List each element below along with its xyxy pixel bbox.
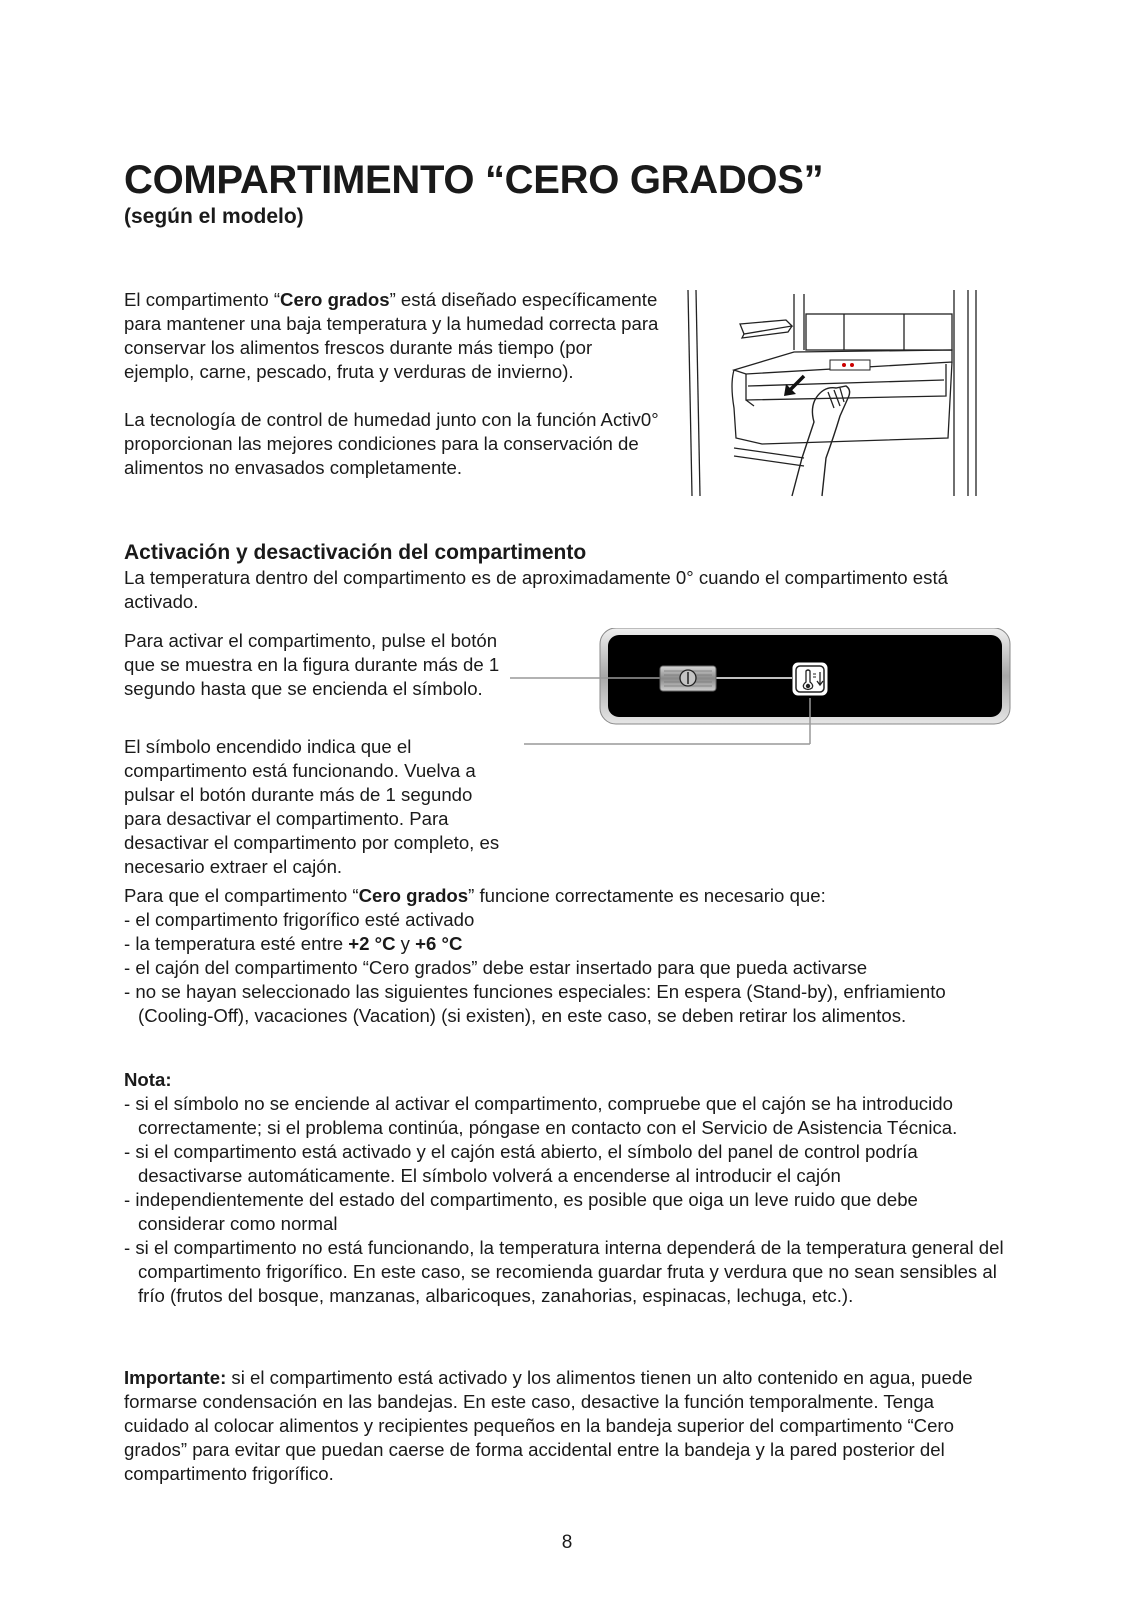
fridge-drawer-illustration (684, 288, 984, 498)
important-paragraph: Importante: si el compartimento está activado y los alimentos tienen un alto contenido en agua, puede formarse condensación en las bandejas. En este caso, desactive la función temporalmente. Tenga cuidado al colocar alimentos y recipientes pequeños en la bandeja superior del compartimento “Cero grados” para evitar que puedan caerse de forma accidental entre la bandeja y la pared posterior del compartimento frigorífico. (124, 1367, 973, 1484)
activation-temp-text: La temperatura dentro del compartimento es de aproximadamente 0° cuando el compartimento está activado. (124, 567, 948, 612)
note-list (124, 1092, 1004, 1308)
intro-paragraph-2: La tecnología de control de humedad junto con la función Activ0° proporcionan las mejores condiciones para la conservación de alimentos no envasados completamente. (124, 409, 659, 478)
list-item: - la temperatura esté entre +2 °C y +6 °C (124, 932, 1004, 956)
symbol-description: El símbolo encendido indica que el compartimento está funcionando. Vuelva a pulsar el botón durante más de 1 segundo para desactivar el compartimento. Para desactivar el compartimento por completo, es necesario extraer el cajón. (124, 736, 500, 877)
list-item: - el cajón del compartimento “Cero grados” debe estar insertado para que pueda activarse (124, 956, 1004, 980)
note-label: Nota: (124, 1069, 172, 1090)
requirements-section (124, 884, 1004, 1028)
page-number: 8 (561, 1532, 573, 1553)
requirements-intro: Para que el compartimento “Cero grados” funcione correctamente es necesario que: (124, 885, 826, 906)
list-item: - independientemente del estado del compartimento, es posible que oiga un leve ruido que debe considerar como normal (124, 1188, 1004, 1236)
important-label: Importante: (124, 1367, 227, 1388)
zero-degree-symbol-icon (793, 663, 827, 695)
intro-section (124, 288, 664, 480)
list-item: - el compartimento frigorífico esté activado (124, 908, 1004, 932)
requirements-list (124, 908, 1004, 1028)
intro-paragraph-1: El compartimento “Cero grados” está diseñado específicamente para mantener una baja temperatura y la humedad correcta para conservar los alimentos frescos durante más tiempo (por ejemplo, carne, pescado, fruta y verduras de invierno). (124, 289, 659, 382)
power-button-icon (660, 666, 716, 691)
list-item: - si el compartimento no está funcionando, la temperatura interna dependerá de la temperatura general del compartimento frigorífico. En este caso, se recomienda guardar fruta y verdura que no sean sensibles al frío (frutos del bosque, manzanas, albaricoques, zanahorias, espinacas, lechuga, etc.). (124, 1236, 1004, 1308)
page-title: COMPARTIMENTO “CERO GRADOS” (124, 158, 824, 202)
list-item: - si el compartimento está activado y el cajón está abierto, el símbolo del panel de control podría desactivarse automáticamente. El símbolo volverá a encenderse al introducir el cajón (124, 1140, 1004, 1188)
note-section (124, 1068, 1004, 1308)
list-item: - no se hayan seleccionado las siguientes funciones especiales: En espera (Stand-by), enfriamiento (Cooling-Off), vacaciones (Vacation) (si existen), en este caso, se deben retirar los alimentos. (124, 980, 1004, 1028)
activation-instructions: Para activar el compartimento, pulse el botón que se muestra en la figura durante más de 1 segundo hasta que se encienda el símbolo. (124, 630, 500, 699)
page-subtitle: (según el modelo) (124, 205, 304, 228)
list-item: - si el símbolo no se enciende al activar el compartimento, compruebe que el cajón se ha introducido correctamente; si el problema continúa, póngase en contacto con el Servicio de Asistencia Técnica. (124, 1092, 1004, 1140)
control-panel-illustration (510, 628, 1014, 754)
activation-heading: Activación y desactivación del compartimento (124, 541, 587, 564)
